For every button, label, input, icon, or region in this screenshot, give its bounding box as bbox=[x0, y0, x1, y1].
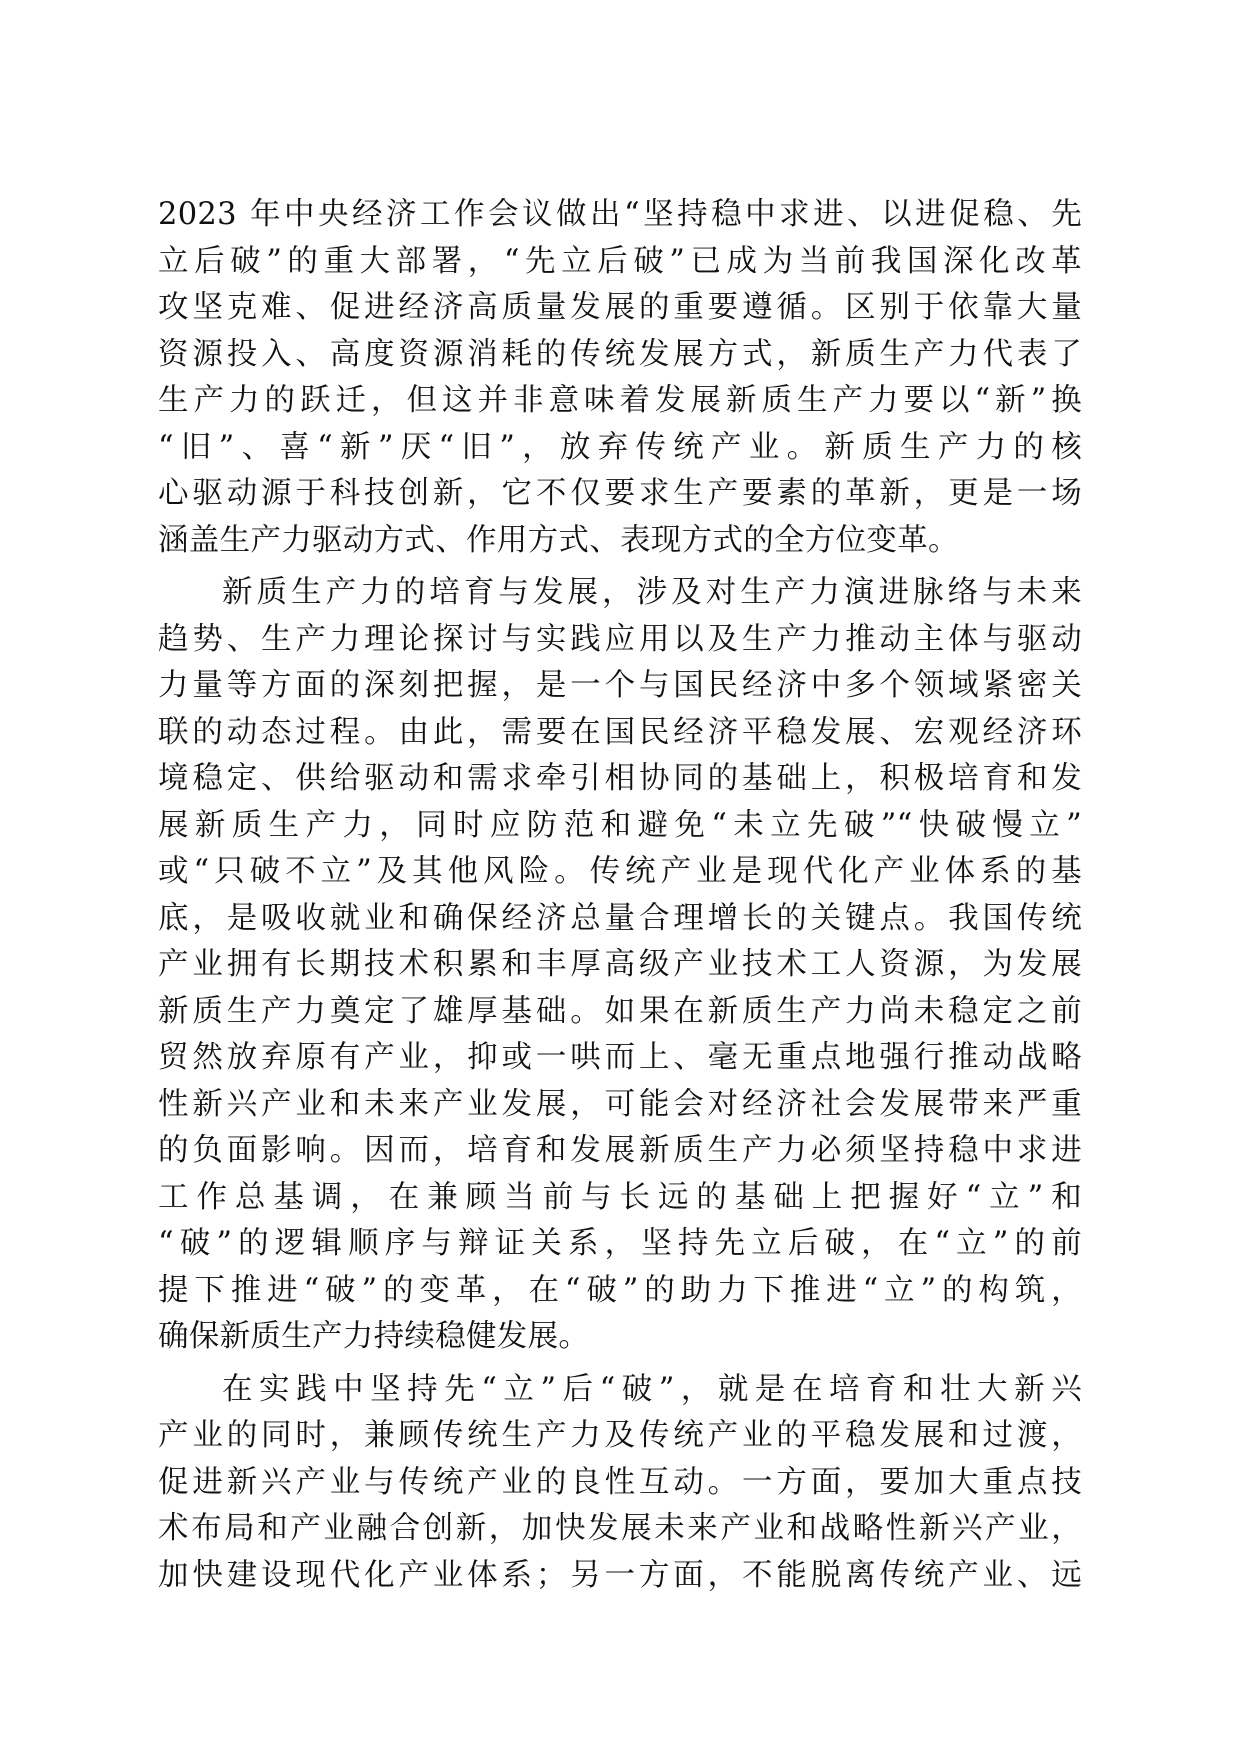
text-line: 攻坚克难、促进经济高质量发展的重要遵循。区别于依靠大量 bbox=[158, 290, 1082, 325]
text-line: 产业的同时，兼顾传统生产力及传统产业的平稳发展和过渡， bbox=[158, 1418, 1082, 1453]
text-line: 新质生产力的培育与发展，涉及对生产力演进脉络与未来 bbox=[222, 575, 1082, 610]
text-line: 涵盖生产力驱动方式、作用方式、表现方式的全方位变革。 bbox=[158, 522, 959, 558]
text-line: 趋势、生产力理论探讨与实践应用以及生产力推动主体与驱动 bbox=[158, 621, 1082, 657]
text-line: 产业拥有长期技术积累和丰厚高级产业技术工人资源，为发展 bbox=[158, 947, 1082, 982]
text-line: 心驱动源于科技创新，它不仅要求生产要素的革新，更是一场 bbox=[158, 476, 1082, 511]
text-line: 或“只破不立”及其他风险。传统产业是现代化产业体系的基 bbox=[158, 854, 1082, 889]
text-line: 展新质生产力，同时应防范和避免“未立先破”“快破慢立” bbox=[158, 807, 1082, 843]
text-line: 贸然放弃原有产业，抑或一哄而上、毫无重点地强行推动战略 bbox=[158, 1040, 1082, 1075]
body-text bbox=[158, 192, 1082, 1599]
text-line: 资源投入、高度资源消耗的传统发展方式，新质生产力代表了 bbox=[158, 336, 1082, 372]
text-line: 2023 年中央经济工作会议做出“坚持稳中求进、以进促稳、先 bbox=[158, 197, 1082, 232]
text-line: 在实践中坚持先“立”后“破”，就是在培育和壮大新兴 bbox=[222, 1371, 1082, 1407]
text-line: “旧”、喜“新”厌“旧”，放弃传统产业。新质生产力的核 bbox=[158, 429, 1082, 465]
text-line: 力量等方面的深刻把握，是一个与国民经济中多个领域紧密关 bbox=[158, 668, 1082, 703]
paragraph-1 bbox=[158, 192, 1082, 564]
text-line: 性新兴产业和未来产业发展，可能会对经济社会发展带来严重 bbox=[158, 1086, 1082, 1122]
text-line: 新质生产力奠定了雄厚基础。如果在新质生产力尚未稳定之前 bbox=[158, 993, 1082, 1029]
text-line: “破”的逻辑顺序与辩证关系，坚持先立后破，在“立”的前 bbox=[158, 1226, 1082, 1261]
paragraph-2 bbox=[158, 570, 1082, 1361]
text-line: 联的动态过程。由此，需要在国民经济平稳发展、宏观经济环 bbox=[158, 714, 1082, 750]
text-line: 加快建设现代化产业体系；另一方面，不能脱离传统产业、远 bbox=[158, 1557, 1082, 1593]
text-line: 工作总基调，在兼顾当前与长远的基础上把握好“立”和 bbox=[158, 1179, 1082, 1215]
paragraph-3 bbox=[158, 1367, 1082, 1600]
text-line: 底，是吸收就业和确保经济总量合理增长的关键点。我国传统 bbox=[158, 900, 1082, 936]
text-line: 生产力的跃迁，但这并非意味着发展新质生产力要以“新”换 bbox=[158, 383, 1082, 418]
text-line: 术布局和产业融合创新，加快发展未来产业和战略性新兴产业， bbox=[158, 1511, 1082, 1546]
text-line: 境稳定、供给驱动和需求牵引相协同的基础上，积极培育和发 bbox=[158, 761, 1082, 796]
text-line: 提下推进“破”的变革，在“破”的助力下推进“立”的构筑， bbox=[158, 1272, 1082, 1308]
text-line: 立后破”的重大部署，“先立后破”已成为当前我国深化改革 bbox=[158, 243, 1082, 279]
text-line: 确保新质生产力持续稳健发展。 bbox=[158, 1319, 590, 1354]
text-line: 的负面影响。因而，培育和发展新质生产力必须坚持稳中求进 bbox=[158, 1133, 1082, 1168]
text-line: 促进新兴产业与传统产业的良性互动。一方面，要加大重点技 bbox=[158, 1464, 1082, 1500]
